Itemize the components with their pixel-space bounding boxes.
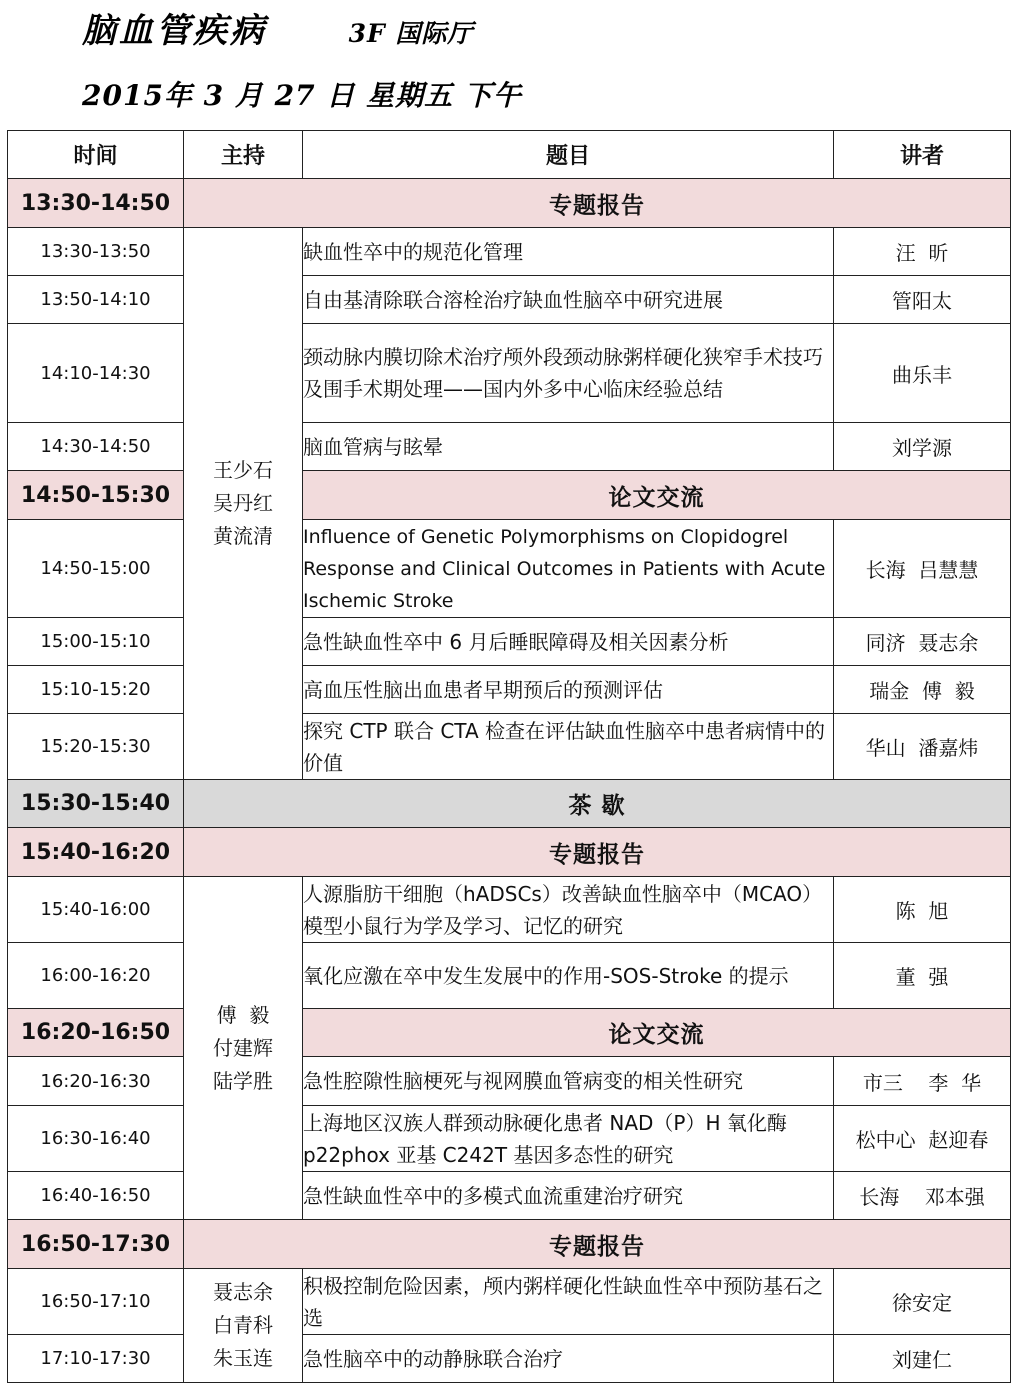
schedule-table — [7, 130, 1011, 1383]
session-time: 13:50-14:10 — [8, 276, 184, 324]
topic-cell: 自由基清除联合溶栓治疗缺血性脑卒中研究进展 — [303, 276, 834, 324]
table-row — [8, 423, 1011, 471]
section-time: 13:30-14:50 — [8, 179, 184, 228]
header-speaker: 讲者 — [834, 131, 1011, 179]
session-time: 14:30-14:50 — [8, 423, 184, 471]
speaker-cell: 徐安定 — [834, 1269, 1011, 1335]
session-time: 15:20-15:30 — [8, 714, 184, 780]
topic-cell: 氧化应激在卒中发生发展中的作用-SOS-Stroke 的提示 — [303, 943, 834, 1009]
section-title: 论文交流 — [303, 1009, 1011, 1057]
host-name: 聂志余 — [213, 1280, 273, 1304]
speaker-cell: 长海 邓本强 — [834, 1172, 1011, 1220]
venue-label: 3F 国际厅 — [348, 19, 474, 48]
section-time: 16:50-17:30 — [8, 1220, 184, 1269]
table-row — [8, 520, 1011, 618]
session-time: 15:10-15:20 — [8, 666, 184, 714]
header-time: 时间 — [8, 131, 184, 179]
host-name: 傅 毅 — [216, 1002, 270, 1027]
topic-cell: Influence of Genetic Polymorphisms on Clopidogrel Response and Clinical Outcomes in Patients with Acute Ischemic Stroke — [303, 520, 834, 618]
section-row — [8, 1220, 1011, 1269]
host-name: 陆学胜 — [213, 1068, 273, 1093]
host-name: 王少石 — [213, 458, 273, 482]
speaker-cell: 刘建仁 — [834, 1335, 1011, 1383]
table-row — [8, 943, 1011, 1009]
section-row — [8, 179, 1011, 228]
speaker-cell: 董 强 — [834, 943, 1011, 1009]
section-title: 专题报告 — [184, 828, 1011, 877]
session-time: 14:50-15:00 — [8, 520, 184, 618]
host-cell — [184, 1269, 303, 1383]
session-time: 14:10-14:30 — [8, 324, 184, 423]
section-time: 15:40-16:20 — [8, 828, 184, 877]
speaker-cell: 长海 吕慧慧 — [834, 520, 1011, 618]
host-name: 朱玉连 — [213, 1346, 273, 1370]
topic-cell: 人源脂肪干细胞（hADSCs）改善缺血性脑卒中（MCAO）模型小鼠行为学及学习、记忆的研究 — [303, 877, 834, 943]
section-row — [8, 1009, 1011, 1057]
table-row — [8, 276, 1011, 324]
speaker-cell: 管阳太 — [834, 276, 1011, 324]
topic-cell: 积极控制危险因素，颅内粥样硬化性缺血性卒中预防基石之选 — [303, 1269, 834, 1335]
table-row — [8, 714, 1011, 780]
topic-cell: 急性缺血性卒中 6 月后睡眠障碍及相关因素分析 — [303, 618, 834, 666]
host-name: 黄流清 — [213, 524, 273, 548]
speaker-cell: 松中心 赵迎春 — [834, 1106, 1011, 1172]
topic-cell: 高血压性脑出血患者早期预后的预测评估 — [303, 666, 834, 714]
session-time: 13:30-13:50 — [8, 228, 184, 276]
header-host: 主持 — [184, 131, 303, 179]
section-time: 14:50-15:30 — [8, 471, 184, 520]
topic-cell: 急性腔隙性脑梗死与视网膜血管病变的相关性研究 — [303, 1057, 834, 1106]
table-row — [8, 1335, 1011, 1383]
host-name: 付建辉 — [213, 1035, 273, 1060]
session-time: 16:20-16:30 — [8, 1057, 184, 1106]
section-title: 专题报告 — [184, 1220, 1011, 1269]
speaker-cell: 瑞金 傅 毅 — [834, 666, 1011, 714]
host-cell — [184, 228, 303, 780]
speaker-cell: 华山 潘嘉炜 — [834, 714, 1011, 780]
session-time: 16:30-16:40 — [8, 1106, 184, 1172]
host-cell — [184, 877, 303, 1220]
section-title: 论文交流 — [303, 471, 1011, 520]
table-row — [8, 877, 1011, 943]
topic-cell: 颈动脉内膜切除术治疗颅外段颈动脉粥样硬化狭窄手术技巧及围手术期处理——国内外多中心临床经验总结 — [303, 324, 834, 423]
session-time: 16:50-17:10 — [8, 1269, 184, 1335]
topic-cell: 探究 CTP 联合 CTA 检查在评估缺血性脑卒中患者病情中的价值 — [303, 714, 834, 780]
header-topic: 题目 — [303, 131, 834, 179]
date-line: 2015年 3 月 27 日 星期五 下午 — [82, 79, 522, 112]
table-row — [8, 1106, 1011, 1172]
section-time: 16:20-16:50 — [8, 1009, 184, 1057]
table-row — [8, 228, 1011, 276]
table-row — [8, 666, 1011, 714]
section-row — [8, 471, 1011, 520]
speaker-cell: 曲乐丰 — [834, 324, 1011, 423]
table-row — [8, 618, 1011, 666]
session-time: 16:00-16:20 — [8, 943, 184, 1009]
host-name: 白青科 — [213, 1313, 273, 1337]
table-row — [8, 324, 1011, 423]
speaker-cell: 市三 李 华 — [834, 1057, 1011, 1106]
table-row — [8, 1172, 1011, 1220]
topic-cell: 急性缺血性卒中的多模式血流重建治疗研究 — [303, 1172, 834, 1220]
page-title: 脑血管疾病 — [82, 11, 267, 51]
speaker-cell: 同济 聂志余 — [834, 618, 1011, 666]
speaker-cell: 刘学源 — [834, 423, 1011, 471]
topic-cell: 上海地区汉族人群颈动脉硬化患者 NAD（P）H 氧化酶 p22phox 亚基 C242T 基因多态性的研究 — [303, 1106, 834, 1172]
session-time: 15:40-16:00 — [8, 877, 184, 943]
title-line — [82, 6, 473, 56]
table-row — [8, 1269, 1011, 1335]
topic-cell: 缺血性卒中的规范化管理 — [303, 228, 834, 276]
break-row — [8, 780, 1011, 828]
host-name: 吴丹红 — [213, 491, 273, 515]
topic-cell: 脑血管病与眩晕 — [303, 423, 834, 471]
table-header-row — [8, 131, 1011, 179]
topic-cell: 急性脑卒中的动静脉联合治疗 — [303, 1335, 834, 1383]
section-time: 15:30-15:40 — [8, 780, 184, 828]
session-time: 16:40-16:50 — [8, 1172, 184, 1220]
session-time: 17:10-17:30 — [8, 1335, 184, 1383]
session-time: 15:00-15:10 — [8, 618, 184, 666]
section-title: 专题报告 — [184, 179, 1011, 228]
speaker-cell: 汪 昕 — [834, 228, 1011, 276]
table-row — [8, 1057, 1011, 1106]
section-title: 茶 歇 — [184, 780, 1011, 828]
section-row — [8, 828, 1011, 877]
speaker-cell: 陈 旭 — [834, 877, 1011, 943]
